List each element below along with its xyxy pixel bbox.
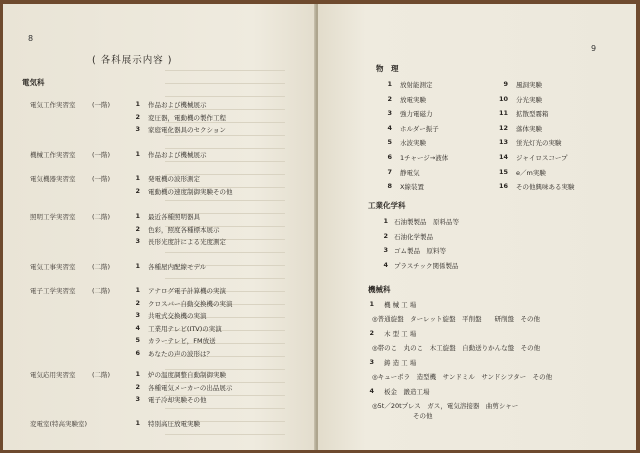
exhibit-item: 作品および機械展示 [148,101,207,109]
paper-rule-line [165,83,285,84]
physics-item: 風洞実験 [516,81,542,89]
mechanical-section-number: 3 [369,358,374,366]
item-number: 3 [135,395,140,403]
room-floor: (二階) [92,263,111,271]
physics-item-number: 16 [498,182,508,191]
item-number: 3 [135,311,140,319]
room-floor: (一階) [92,101,111,109]
chemistry-item: プラスチック関係製品 [394,261,459,270]
item-number: 3 [135,125,140,133]
item-number: 1 [135,370,140,378]
paper-rule-line [165,161,285,162]
page-number-right: 9 [591,44,597,53]
physics-item-number: 8 [387,182,392,191]
physics-item-number: 5 [387,138,392,147]
item-number: 3 [135,237,140,245]
physics-item: その他興味ある実験 [516,183,575,192]
room-name: 電気工作実習室 [30,101,76,109]
department-heading-physics: 物 理 [376,64,399,73]
paper-rule-line [165,122,285,123]
physics-item-number: 7 [387,167,392,176]
physics-item-number: 12 [498,123,508,132]
mechanical-section: 板金 鍛造工場 [384,388,430,396]
room-name: 電気機器実習室 [30,175,76,183]
paper-rule-line [165,96,285,97]
paper-rule-line [165,252,285,253]
chemistry-item-number: 1 [383,217,388,225]
item-number: 2 [135,112,140,121]
page-title: ( 各科展示内容 ) [92,55,173,66]
chemistry-item: 石油製製品 原料品等 [394,218,459,226]
exhibit-item: アナログ電子計算機の実演 [148,287,226,295]
mechanical-equipment: ◎帯のこ 丸のこ 木工旋盤 自動送りかんな盤 その他 [372,344,541,352]
exhibit-item: 各種電気メーカーの出品展示 [148,383,233,392]
department-heading-mechanical: 機械科 [368,285,391,294]
item-number: 1 [135,150,140,158]
physics-item-number: 1 [387,80,392,88]
mechanical-section: 鋳 造 工 場 [384,359,417,367]
exhibit-item: 変圧器，電動機の製作工程 [148,113,226,122]
physics-item: ジャイロスコープ [516,154,568,162]
physics-item: 静電気 [400,168,420,177]
mechanical-equipment: ◎キューポラ 造型機 サンドミル サンドシフター その他 [372,373,553,381]
mechanical-section-number: 2 [369,329,374,337]
room-floor: (一階) [92,175,111,183]
room-name: 変電室(特高実験室) [30,420,88,428]
item-number: 2 [135,382,140,391]
chemistry-item-number: 4 [383,260,388,269]
exhibit-item: 各種屋内配線モデル [148,263,207,271]
exhibit-item: 家庭電化器具のセクション [148,126,226,134]
physics-item-number: 13 [498,138,508,147]
physics-item-number: 14 [498,153,508,161]
item-number: 1 [135,262,140,270]
physics-item: X線装置 [400,183,424,192]
item-number: 2 [135,186,140,195]
mechanical-equipment: ◎5t／20tプレス ガス，電気溶接器 曲剪シャー [372,402,519,410]
chemistry-item-number: 3 [383,246,388,254]
exhibit-item: クロスバー自動交換機の実演 [148,299,233,308]
mechanical-equipment: ◎普通旋盤 ターレット旋盤 平削盤 研削盤 その他 [372,315,540,323]
exhibit-item: 特別高圧放電実験 [148,420,200,428]
paper-rule-line [165,70,285,71]
physics-item: 拡散型霧箱 [516,110,549,119]
page-number-left: 8 [28,34,34,43]
exhibit-item: 長形光度計による光度測定 [148,238,226,246]
mechanical-section: 木 型 工 場 [384,330,417,338]
physics-item: ホルダー振子 [400,124,439,133]
paper-rule-line [165,135,285,136]
exhibit-item: 作品および機械展示 [148,151,207,159]
physics-item-number: 2 [387,94,392,103]
item-number: 1 [135,100,140,108]
room-name: 電気応用実習室 [30,371,76,379]
room-name: 照明工学実習室 [30,213,76,221]
item-number: 6 [135,348,140,357]
item-number: 2 [135,298,140,307]
item-number: 1 [135,419,140,427]
chemistry-item: 石油化学製品 [394,232,433,241]
exhibit-item: 電子冷却実験その他 [148,396,207,404]
exhibit-item: 電動機の速度制御実験その他 [148,187,233,196]
exhibit-item: 共電式交換機の実演 [148,312,207,320]
physics-item: 分光実験 [516,95,542,104]
room-name: 電気工事実習室 [30,263,76,271]
room-name: 機械工作実習室 [30,151,76,159]
department-heading-chemistry: 工業化学科 [368,201,406,210]
right-page [318,4,636,450]
paper-rule-line [165,109,285,110]
paper-rule-line [165,408,285,409]
exhibit-item: 発電機の波形測定 [148,175,200,183]
physics-item: 水波実験 [400,139,426,148]
paper-rule-line [165,200,285,201]
physics-item: 強力電磁力 [400,110,433,119]
physics-item-number: 11 [498,109,508,118]
exhibit-item: 工業用テレビ(ITV)の実演 [148,324,222,333]
mechanical-section-number: 4 [369,387,374,395]
physics-item: 放射能測定 [400,81,433,89]
paper-rule-line [165,148,285,149]
item-number: 1 [135,286,140,294]
physics-item-number: 10 [498,94,508,103]
room-floor: (一階) [92,151,111,159]
paper-rule-line [165,278,285,279]
item-number: 4 [135,323,140,332]
mechanical-section-number: 1 [369,300,374,308]
exhibit-item: カラーテレビ，FM放送 [148,337,216,345]
exhibit-item: あなたの声の波形は？ [148,349,213,358]
room-name: 電子工学実習室 [30,287,76,295]
chemistry-item: ゴム製品 原料等 [394,247,446,255]
physics-item: 放電実験 [400,95,426,104]
physics-item: 蛍光灯光の実験 [516,139,562,148]
exhibit-item: 炉の温度調整自動制御実験 [148,371,226,379]
physics-item-number: 3 [387,109,392,118]
room-floor: (二階) [92,371,111,379]
physics-item-number: 6 [387,153,392,161]
room-floor: (二階) [92,213,111,221]
item-number: 5 [135,336,140,344]
item-number: 1 [135,212,140,220]
item-number: 1 [135,174,140,182]
physics-item: 1チャージ→液体 [400,154,449,162]
department-heading-electrical: 電気科 [22,78,45,87]
physics-item-number: 4 [387,123,392,132]
physics-item-number: 9 [503,80,508,88]
room-floor: (二階) [92,287,111,295]
physics-item-number: 15 [498,167,508,176]
chemistry-item-number: 2 [383,231,388,240]
physics-item: e／m実験 [516,168,546,177]
mechanical-tail: その他 [413,412,433,420]
exhibit-item: 色彩，照度各種標本展示 [148,225,220,234]
mechanical-section: 機 械 工 場 [384,301,417,309]
paper-rule-line [165,434,285,435]
physics-item: 落体実験 [516,124,542,133]
exhibit-item: 最近各種照明器具 [148,213,200,221]
item-number: 2 [135,224,140,233]
